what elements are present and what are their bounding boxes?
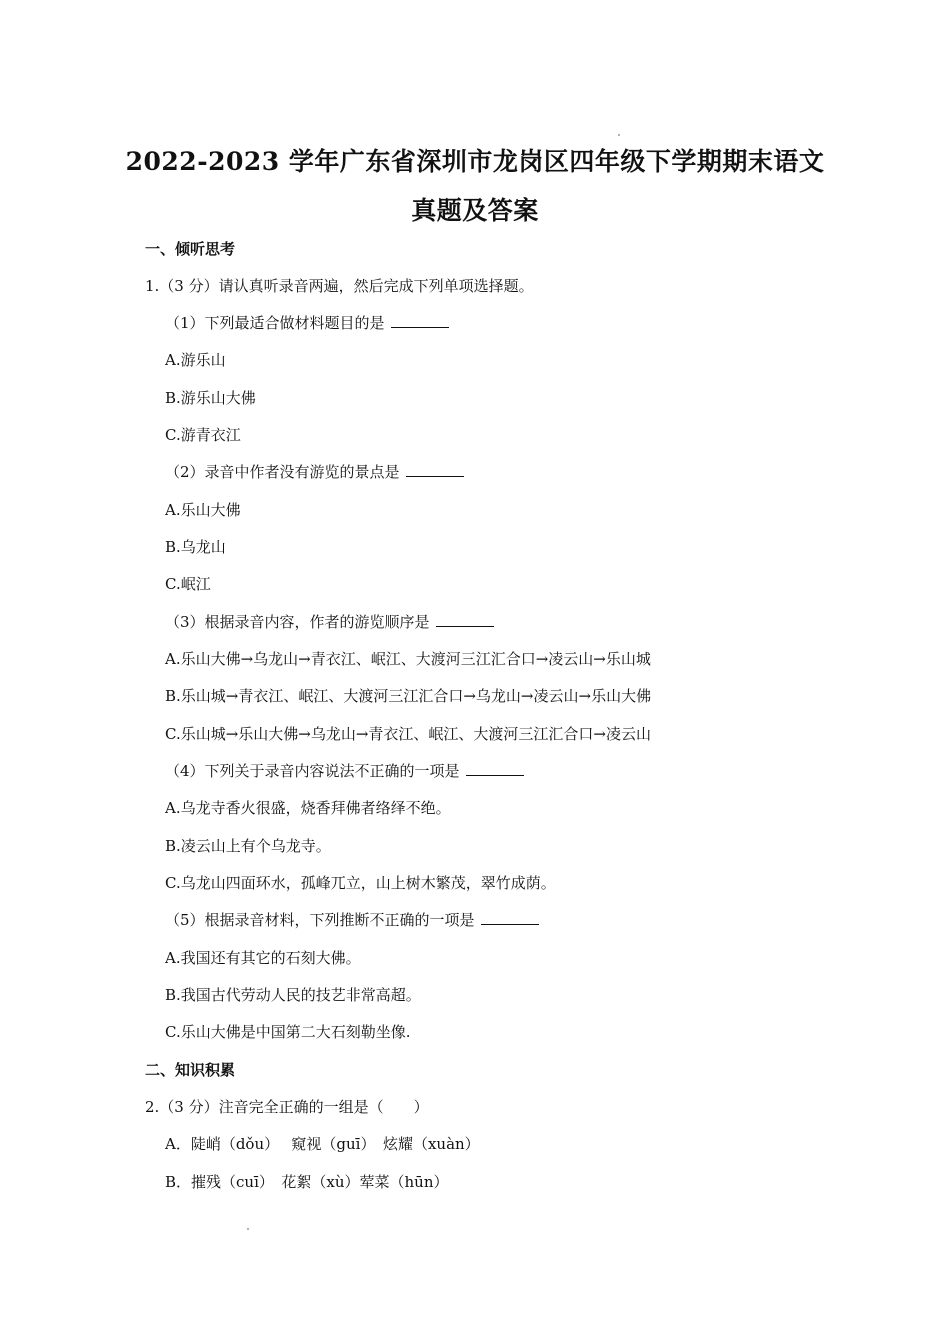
scan-speck — [247, 1228, 249, 1230]
section-heading-listening: 一、倾听思考 — [145, 240, 236, 258]
question-2-option-b: B．摧残（cuī） 花絮（xù）荤菜（hūn） — [165, 1173, 449, 1191]
option-4-b: B.凌云山上有个乌龙寺。 — [165, 837, 331, 855]
option-3-b: B.乐山城→青衣江、岷江、大渡河三江汇合口→乌龙山→凌云山→乐山大佛 — [165, 687, 652, 705]
document-title-line-2: 真题及答案 — [411, 196, 539, 225]
option-1-b: B.游乐山大佛 — [165, 389, 256, 407]
option-2-b: B.乌龙山 — [165, 538, 226, 556]
answer-blank[interactable] — [391, 313, 449, 328]
option-3-c: C.乐山城→乐山大佛→乌龙山→青衣江、岷江、大渡河三江汇合口→凌云山 — [165, 725, 651, 743]
option-1-c: C.游青衣江 — [165, 426, 241, 444]
question-1-sub-2 — [165, 462, 464, 482]
option-4-a: A.乌龙寺香火很盛，烧香拜佛者络绎不绝。 — [165, 799, 451, 817]
sub-question-text: （2）录音中作者没有游览的景点是 — [165, 463, 400, 481]
option-4-c: C.乌龙山四面环水，孤峰兀立，山上树木繁茂，翠竹成荫。 — [165, 874, 556, 892]
sub-question-text: （5）根据录音材料，下列推断不正确的一项是 — [165, 911, 475, 929]
question-1-sub-3 — [165, 612, 494, 632]
document-title-line-1: 2022-2023 学年广东省深圳市龙岗区四年级下学期期末语文 — [125, 147, 825, 176]
answer-blank[interactable] — [466, 761, 524, 776]
question-1-sub-5 — [165, 910, 539, 930]
answer-blank[interactable] — [436, 612, 494, 627]
question-2-stem: 2.（3 分）注音完全正确的一组是（ ） — [145, 1098, 429, 1116]
sub-question-text: （1）下列最适合做材料题目的是 — [165, 314, 385, 332]
option-5-c: C.乐山大佛是中国第二大石刻勒坐像. — [165, 1023, 411, 1041]
answer-blank[interactable] — [481, 910, 539, 925]
option-2-a: A.乐山大佛 — [165, 501, 241, 519]
sub-question-text: （4）下列关于录音内容说法不正确的一项是 — [165, 762, 460, 780]
section-heading-knowledge: 二、知识积累 — [145, 1061, 236, 1079]
question-1-stem: 1.（3 分）请认真听录音两遍，然后完成下列单项选择题。 — [145, 277, 534, 295]
option-5-b: B.我国古代劳动人民的技艺非常高超。 — [165, 986, 421, 1004]
question-1-sub-1 — [165, 313, 449, 333]
option-3-a: A.乐山大佛→乌龙山→青衣江、岷江、大渡河三江汇合口→凌云山→乐山城 — [165, 650, 651, 668]
answer-blank[interactable] — [406, 462, 464, 477]
option-1-a: A.游乐山 — [165, 351, 226, 369]
sub-question-text: （3）根据录音内容，作者的游览顺序是 — [165, 613, 430, 631]
scan-speck — [618, 134, 620, 136]
question-1-sub-4 — [165, 761, 524, 781]
question-2-option-a: A．陡峭（dǒu） 窥视（guī） 炫耀（xuàn） — [165, 1135, 480, 1153]
option-5-a: A.我国还有其它的石刻大佛。 — [165, 949, 361, 967]
option-2-c: C.岷江 — [165, 575, 211, 593]
